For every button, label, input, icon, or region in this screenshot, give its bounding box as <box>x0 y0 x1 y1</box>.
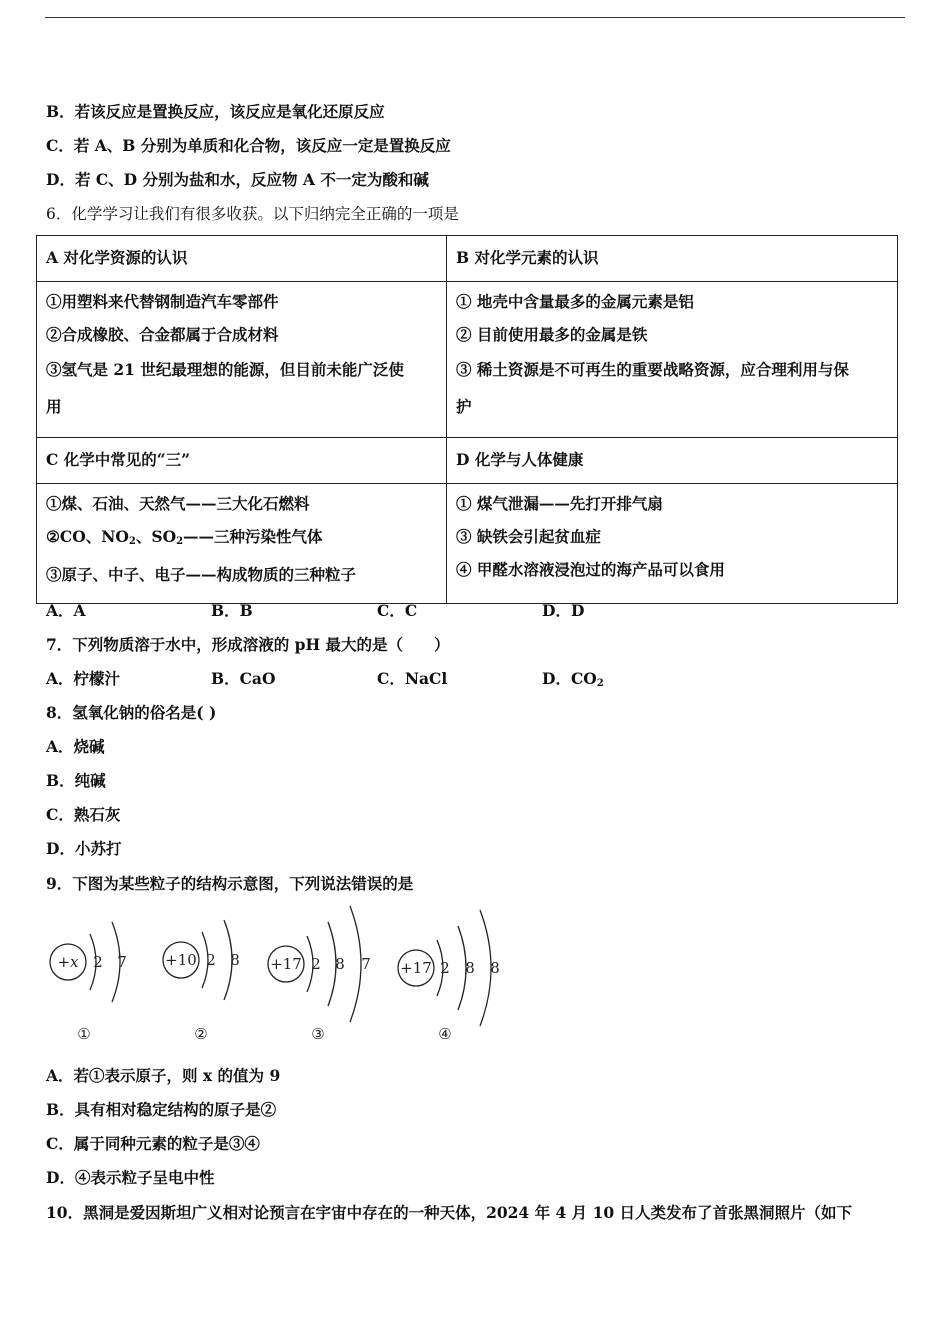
atom-4-label: ④ <box>438 1025 452 1043</box>
q7-stem: 7．下列物质溶于水中，形成溶液的 pH 最大的是（ ） <box>46 635 450 654</box>
d-item: ④ 甲醛水溶液浸泡过的海产品可以食用 <box>456 560 725 579</box>
q7-option-a: A．柠檬汁 <box>46 669 121 688</box>
q10-stem: 10．黑洞是爱因斯坦广义相对论预言在宇宙中存在的一种天体，2024 年 4 月 10 日人类发布了首张黑洞照片（如下 <box>46 1203 853 1222</box>
q5-option-d: D．若 C、D 分别为盐和水，反应物 A 不一定为酸和碱 <box>46 170 429 189</box>
q9-option-d: D．④表示粒子呈电中性 <box>46 1168 215 1187</box>
atom-2-shell-count: 2 <box>206 951 216 969</box>
b-item: 护 <box>456 397 472 416</box>
cell-b-body <box>447 282 898 438</box>
atom-3-shell <box>350 906 361 1022</box>
q8-stem: 8．氢氧化钠的俗名是( ) <box>46 703 217 722</box>
a-item: ②合成橡胶、合金都属于合成材料 <box>46 325 279 344</box>
q5-option-b: B．若该反应是置换反应，该反应是氧化还原反应 <box>46 102 385 121</box>
atom-2-shell-count: 8 <box>230 951 240 969</box>
atom-1-nucleus-label: +x <box>57 953 79 971</box>
a-item: ①用塑料来代替钢制造汽车零部件 <box>46 292 279 311</box>
cell-d-title: D 化学与人体健康 <box>447 438 898 484</box>
atom-1-shell-count: 2 <box>93 953 103 971</box>
cell-a-title: A 对化学资源的认识 <box>37 236 447 282</box>
q8-option-c: C．熟石灰 <box>46 805 121 824</box>
q5-option-c: C．若 A、B 分别为单质和化合物，该反应一定是置换反应 <box>46 136 451 155</box>
cell-a-body <box>37 282 447 438</box>
q6-stem: 6．化学学习让我们有很多收获。以下归纳完全正确的一项是 <box>46 205 459 223</box>
q6-option-b: B．B <box>211 601 253 620</box>
q9-option-b: B．具有相对稳定结构的原子是② <box>46 1100 277 1119</box>
atom-2-label: ② <box>194 1025 208 1043</box>
atom-4-shell-count: 2 <box>440 959 450 977</box>
cell-b-title: B 对化学元素的认识 <box>447 236 898 282</box>
q6-table <box>36 235 898 604</box>
d-item: ③ 缺铁会引起贫血症 <box>456 527 601 546</box>
atom-2-nucleus-label: +10 <box>165 951 197 969</box>
atom-3-nucleus-label: +17 <box>270 955 302 973</box>
atom-1-label: ① <box>77 1025 91 1043</box>
q6-option-c: C．C <box>377 601 418 620</box>
b-item: ② 目前使用最多的金属是铁 <box>456 325 648 344</box>
b-item: ③ 稀土资源是不可再生的重要战略资源，应合理利用与保 <box>456 360 849 379</box>
q9-option-a: A．若①表示原子，则 x 的值为 9 <box>46 1066 281 1085</box>
q9-option-c: C．属于同种元素的粒子是③④ <box>46 1134 260 1153</box>
atom-1-shell-count: 7 <box>117 953 127 971</box>
atom-3-shell-count: 8 <box>335 955 345 973</box>
atom-3-shell-count: 7 <box>361 955 371 973</box>
q6-option-d: D．D <box>542 601 585 620</box>
atom-structure-diagram <box>40 898 520 1048</box>
cell-c-title: C 化学中常见的“三” <box>37 438 447 484</box>
a-item: ③氢气是 21 世纪最理想的能源，但目前未能广泛使 <box>46 360 404 379</box>
q8-option-d: D．小苏打 <box>46 839 122 858</box>
atom-4-nucleus-label: +17 <box>400 959 432 977</box>
q9-stem: 9．下图为某些粒子的结构示意图，下列说法错误的是 <box>46 874 414 893</box>
atom-4-shell-count: 8 <box>490 959 500 977</box>
cell-d-body <box>447 484 898 604</box>
header-rule <box>45 17 905 18</box>
a-item: 用 <box>46 397 62 416</box>
d-item: ① 煤气泄漏——先打开排气扇 <box>456 494 663 513</box>
atom-3-label: ③ <box>311 1025 325 1043</box>
q8-option-a: A．烧碱 <box>46 737 105 756</box>
q8-option-b: B．纯碱 <box>46 771 106 790</box>
c-item-pollutants: ②CO、$NO_2$、$SO_2——$三种污染性气体 <box>46 527 323 547</box>
b-item: ① 地壳中含量最多的金属元素是铝 <box>456 292 694 311</box>
atom-4-shell-count: 8 <box>465 959 475 977</box>
c-item: ③原子、中子、电子——构成物质的三种粒子 <box>46 565 357 584</box>
q7-option-c: C．NaCl <box>377 669 448 688</box>
q7-option-b: B．CaO <box>211 669 276 688</box>
atom-3-shell-count: 2 <box>311 955 321 973</box>
q7-option-d: D．$CO_2$ <box>542 669 604 689</box>
q6-option-a: A．A <box>46 601 86 620</box>
cell-c-body <box>37 484 447 604</box>
c-item: ①煤、石油、天然气——三大化石燃料 <box>46 494 310 513</box>
